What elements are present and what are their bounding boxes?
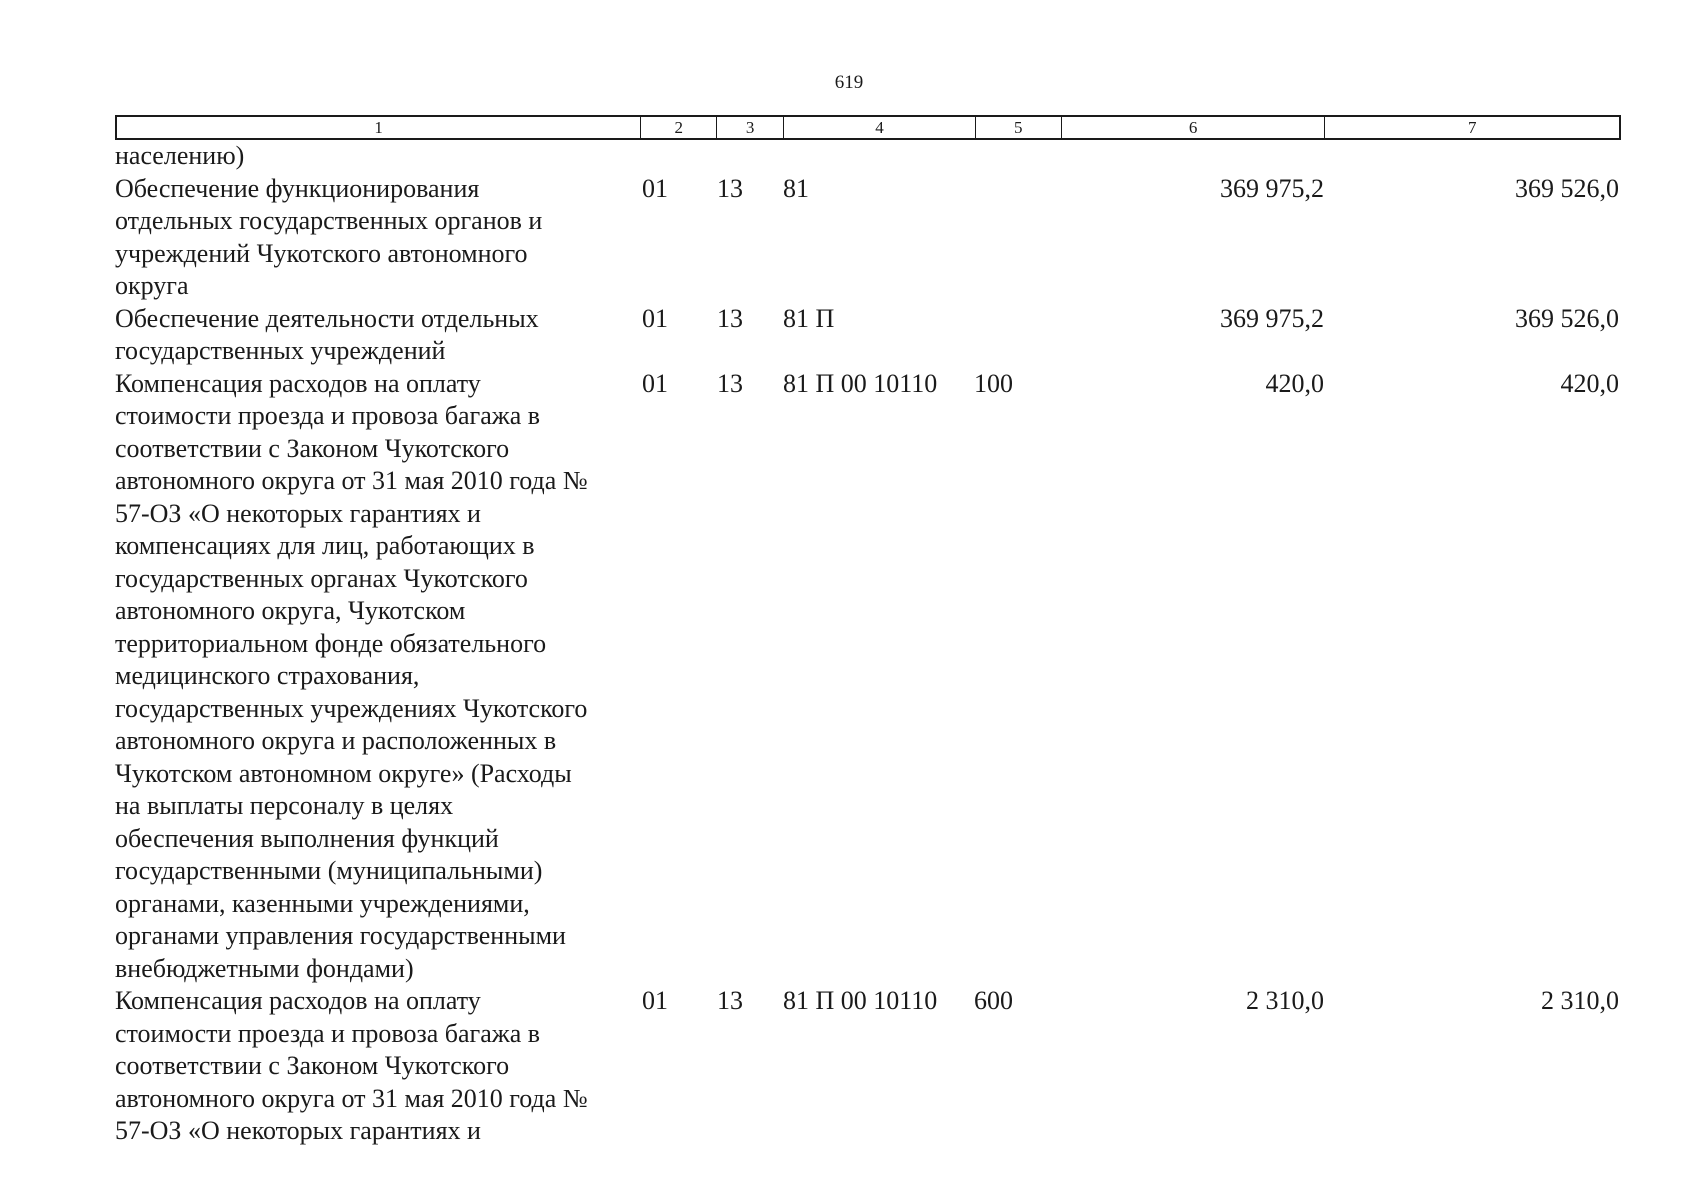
row-subsection: 13: [717, 303, 743, 333]
row-description: Обеспечение функционирования отдельных государственных органов и учреждений Чукотского автономного округа: [115, 173, 543, 300]
column-header-4: 4: [783, 117, 975, 138]
row-description: Обеспечение деятельности отдельных государственных учреждений: [115, 303, 539, 365]
row-amount-1: 420,0: [1265, 368, 1324, 398]
row-section: 01: [642, 303, 668, 333]
budget-table-body: [115, 140, 1621, 1148]
row-description: населению): [115, 141, 245, 170]
row-subsection: 13: [717, 173, 743, 203]
row-section: 01: [642, 368, 668, 398]
row-section: 01: [642, 986, 668, 1015]
row-section: 01: [642, 173, 668, 203]
column-header-1: 1: [374, 118, 383, 137]
table-row: [115, 985, 1621, 1148]
row-amount-2: 369 526,0: [1515, 173, 1619, 203]
table-row: [115, 368, 1621, 986]
row-expense-type: 100: [974, 368, 1013, 398]
column-header-5: 5: [975, 117, 1061, 138]
table-row: [115, 173, 1621, 303]
column-header-3: 3: [716, 117, 783, 138]
row-target-article: 81 П: [783, 303, 835, 333]
table-row: [115, 303, 1621, 368]
table-row: [115, 140, 1621, 173]
row-expense-type: 600: [974, 986, 1013, 1015]
row-description: Компенсация расходов на оплату стоимости проезда и провоза багажа в соответствии с Законом Чукотского автономного округа от 31 мая 2010 года № 57-ОЗ «О некоторых гарантиях и: [115, 986, 588, 1145]
page-number: 619: [834, 72, 864, 93]
row-subsection: 13: [717, 986, 743, 1015]
row-description: Компенсация расходов на оплату стоимости проезда и провоза багажа в соответствии с Законом Чукотского автономного округа от 31 мая 2010 года № 57-ОЗ «О некоторых гарантиях и компенсациях для лиц, работающих в государственных органах Чукотского автономного округа, Чукотском территориальном фонде обязательного медицинского страхования, государственных учреждениях Чукотского автономного округа и расположенных в Чукотском автономном округе» (Расходы на выплаты персоналу в целях обеспечения выполнения функций государственными (муниципальными) органами, казенными учреждениями, органами управления государственными внебюджетными фондами): [115, 368, 588, 983]
row-target-article: 81 П 00 10110: [783, 368, 938, 398]
row-subsection: 13: [717, 368, 743, 398]
column-header-7: 7: [1324, 117, 1619, 138]
row-target-article: 81 П 00 10110: [783, 986, 938, 1015]
row-target-article: 81: [783, 173, 809, 203]
column-header-6: 6: [1061, 117, 1325, 138]
row-amount-1: 369 975,2: [1220, 303, 1324, 333]
column-number-header: [115, 115, 1621, 140]
row-amount-1: 2 310,0: [1246, 986, 1324, 1015]
row-amount-2: 2 310,0: [1541, 986, 1619, 1015]
row-amount-2: 420,0: [1560, 368, 1619, 398]
row-amount-1: 369 975,2: [1220, 173, 1324, 203]
column-header-2: 2: [640, 117, 716, 138]
row-amount-2: 369 526,0: [1515, 303, 1619, 333]
